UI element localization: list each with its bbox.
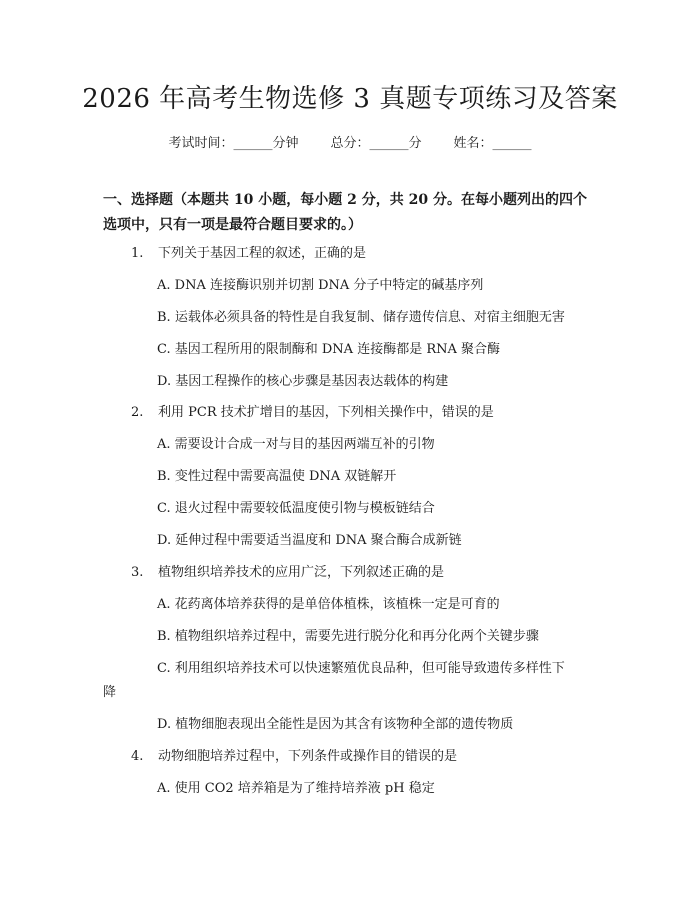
question-text: 植物组织培养技术的应用广泛，下列叙述正确的是 — [158, 565, 445, 580]
question-stem — [131, 564, 444, 582]
option-2c: C. 退火过程中需要较低温度使引物与模板链结合 — [157, 501, 435, 516]
question-text: 利用 PCR 技术扩增目的基因，下列相关操作中，错误的是 — [158, 405, 494, 420]
exam-time-field: 考试时间：______分钟 — [168, 136, 299, 151]
option-1c: C. 基因工程所用的限制酶和 DNA 连接酶都是 RNA 聚合酶 — [157, 342, 501, 357]
option-1d: D. 基因工程操作的核心步骤是基因表达载体的构建 — [157, 374, 449, 389]
option-1a: A. DNA 连接酶识别并切割 DNA 分子中特定的碱基序列 — [157, 278, 484, 293]
option-1b: B. 运载体必须具备的特性是自我复制、储存遗传信息、对宿主细胞无害 — [157, 310, 565, 325]
option-3c: C. 利用组织培养技术可以快速繁殖优良品种，但可能导致遗传多样性下 — [157, 661, 565, 676]
question-number: 1. — [131, 246, 144, 261]
option-2b: B. 变性过程中需要高温使 DNA 双链解开 — [157, 469, 397, 484]
option-3d: D. 植物细胞表现出全能性是因为其含有该物种全部的遗传物质 — [157, 717, 514, 732]
section-heading: 一、选择题（本题共 10 小题，每小题 2 分，共 20 分。在每小题列出的四个选项中，只有一项是最符合题目要求的。） — [103, 192, 587, 233]
page-title: 2026 年高考生物选修 3 真题专项练习及答案 — [82, 84, 618, 114]
option-4a: A. 使用 CO2 培养箱是为了维持培养液 pH 稳定 — [157, 781, 435, 796]
option-2a: A. 需要设计合成一对与目的基因两端互补的引物 — [157, 437, 435, 452]
option-3c-continuation: 降 — [103, 685, 117, 700]
question-stem — [131, 404, 494, 422]
option-3a: A. 花药离体培养获得的是单倍体植株，该植株一定是可育的 — [157, 597, 500, 612]
total-score-field: 总分：______分 — [330, 136, 422, 151]
question-number: 4. — [131, 749, 144, 764]
option-2d: D. 延伸过程中需要适当温度和 DNA 聚合酶合成新链 — [157, 533, 462, 548]
name-field: 姓名：______ — [453, 136, 532, 151]
question-text: 动物细胞培养过程中，下列条件或操作目的错误的是 — [158, 749, 458, 764]
exam-info — [0, 132, 700, 151]
question-stem — [131, 748, 457, 766]
question-stem — [131, 245, 366, 263]
question-number: 2. — [131, 405, 144, 420]
question-number: 3. — [131, 565, 144, 580]
question-text: 下列关于基因工程的叙述，正确的是 — [158, 246, 367, 261]
option-3b: B. 植物组织培养过程中，需要先进行脱分化和再分化两个关键步骤 — [157, 629, 539, 644]
